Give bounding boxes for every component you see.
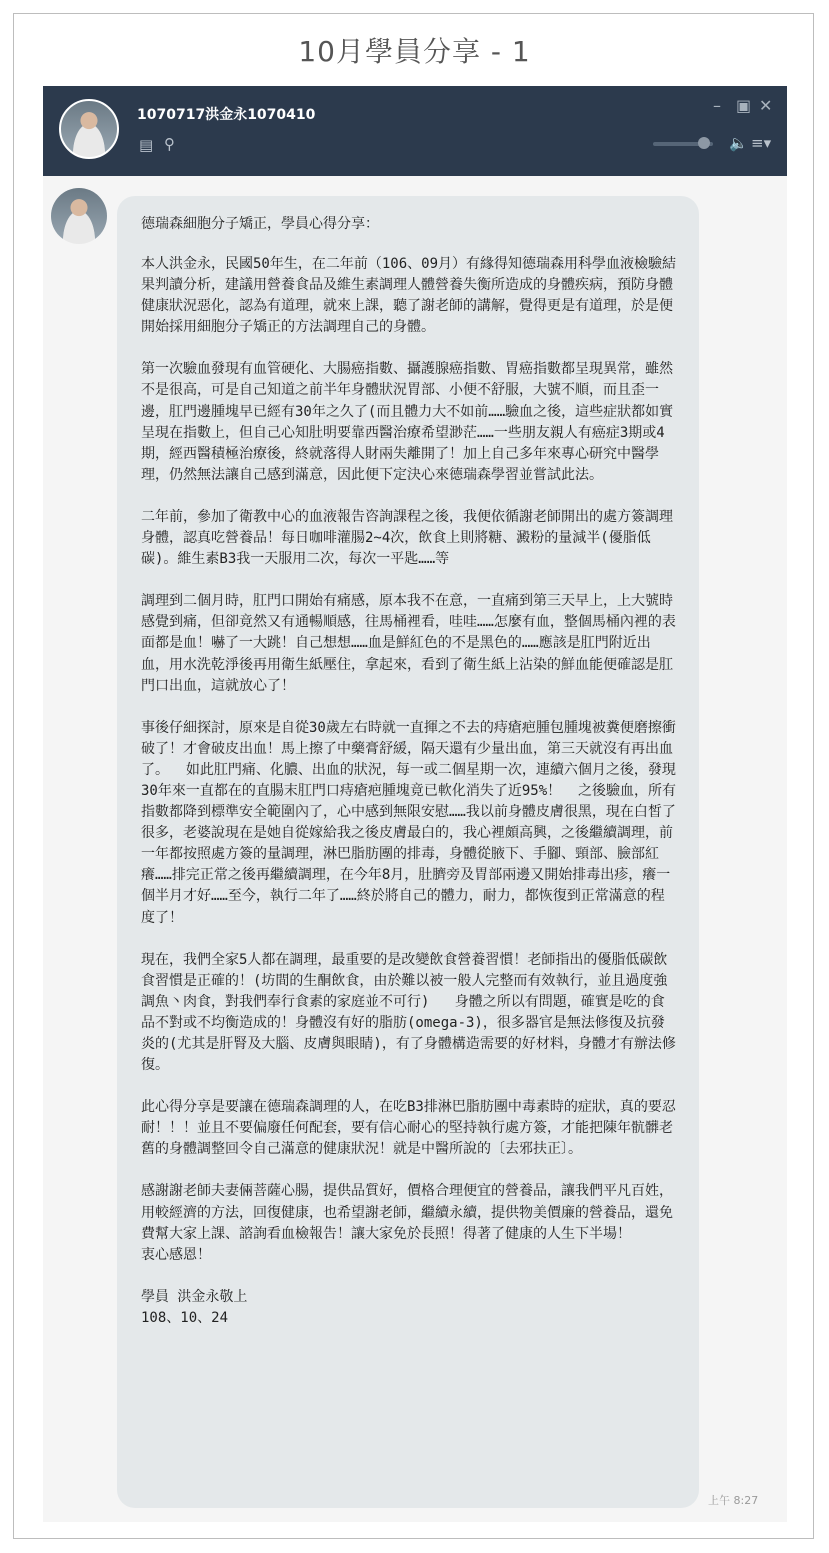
message-bubble[interactable] — [117, 196, 699, 1508]
close-icon[interactable]: ✕ — [759, 96, 773, 115]
message-timestamp: 上午 8:27 — [708, 1494, 759, 1507]
message-area[interactable] — [43, 176, 787, 1522]
message-paragraph: 事後仔細探討，原來是自從30歲左右時就一直揮之不去的痔瘡疤腫包腫塊被糞便磨擦衝破了！才會破皮出血！馬上擦了中藥膏舒緩，隔天還有少量出血，第三天就沒有再出血了。 如此肛門痛、化膿、出血的狀況，每一或二個星期一次，連續六個月之後，發現30年來一直都在的直腸末肛門口痔瘡疤腫塊竟已軟化消失了近95%！ 之後驗血，所有指數都降到標準安全範圍內了，心中感到無限安慰……我以前身體皮膚很黑，現在白皙了很多，老婆說現在是她自從嫁給我之後皮膚最白的，我心裡頗高興，之後繼續調理，前一年都按照處方簽的量調理，淋巴脂肪團的排毒，身體從腋下、手腳、頸部、臉部紅癢……排完正常之後再繼續調理，在今年8月，肚臍旁及胃部兩邊又開始排毒出疹，癢一個半月才好……至今，執行二年了……終於將自己的體力，耐力，都恢復到正常滿意的程度了！ — [141, 719, 676, 926]
maximize-icon[interactable]: ▣ — [736, 96, 752, 115]
search-icon[interactable]: ⚲ — [164, 135, 175, 153]
message-greeting: 德瑞森細胞分子矯正，學員心得分享： — [141, 216, 379, 232]
document-icon[interactable]: ▤ — [139, 136, 154, 154]
chat-window — [43, 86, 787, 1522]
chat-header — [43, 86, 787, 176]
menu-icon[interactable]: ≡▾ — [751, 134, 772, 152]
contact-avatar[interactable] — [59, 99, 119, 159]
message-paragraph: 現在，我們全家5人都在調理，最重要的是改變飲食營養習慣！老師指出的優脂低碳飲食習慣是正確的！(坊間的生酮飲食，由於難以被一般人完整而有效執行，並且過度強調魚丶肉食，對我們奉行食素的家庭並不可行) 身體之所以有問題，確實是吃的食品不對或不均衡造成的！身體沒有好的脂肪(omega-3)，很多器官是無法修復及抗發炎的(尤其是肝腎及大腦、皮膚與眼睛)，有了身體構造需要的好材料，身體才有辦法修復。 — [141, 951, 676, 1074]
message-paragraph: 第一次驗血發現有血管硬化、大腸癌指數、攝護腺癌指數、胃癌指數都呈現異常，雖然不是很高，可是自己知道之前半年身體狀況胃部、小便不舒服，大號不順，而且歪一邊，肛門邊腫塊早已經有30年之久了(而且體力大不如前……驗血之後，這些症狀都如實呈現在指數上，但自己心知肚明要靠西醫治療希望渺茫……一些朋友親人有癌症3期或4期，經西醫積極治療後，終就落得人財兩失離開了！加上自己多年來專心研究中醫學理，仍然無法讓自己感到滿意，因此便下定決心來德瑞森學習並嘗試此法。 — [141, 361, 674, 483]
message-paragraph: 感謝謝老師夫妻倆菩薩心腸，提供品質好，價格合理便宜的營養品，讓我們平凡百姓，用較經濟的方法，回復健康，也希望謝老師，繼續永續，提供物美價廉的營養品，還免費幫大家上課、諮詢看血檢報告！讓大家免於長照！得著了健康的人生下半場！ 衷心感恩！ — [141, 1183, 673, 1263]
sender-avatar[interactable] — [51, 188, 107, 244]
message-paragraph: 二年前，參加了衛教中心的血液報告咨詢課程之後，我便依循謝老師開出的處方簽調理身體，認真吃營養品！每日咖啡灌腸2~4次，飲食上則將糖、澱粉的量減半(優脂低碳)。維生素B3我一天服用二次，每次一平匙……等 — [141, 508, 673, 568]
speaker-icon[interactable]: 🔈 — [729, 134, 748, 152]
page-title: 10月學員分享 - 1 — [298, 35, 531, 68]
volume-slider-handle[interactable] — [698, 137, 710, 149]
message-paragraph: 此心得分享是要讓在德瑞森調理的人，在吃B3排淋巴脂肪團中毒素時的症狀，真的要忍耐！！！並且不要偏廢任何配套，要有信心耐心的堅持執行處方簽，才能把陳年骯髒老舊的身體調整回令自己滿意的健康狀況！就是中醫所說的〔去邪扶正〕。 — [141, 1099, 676, 1158]
message-paragraph: 本人洪金永，民國50年生，在二年前（106、09月）有緣得知德瑞森用科學血液檢驗結果判讀分析，建議用營養食品及維生素調理人體營養失衡所造成的身體疾病，預防身體健康狀況惡化，認為有道理，就來上課，聽了謝老師的講解，覺得更是有道理，於是便開始採用細胞分子矯正的方法調理自己的身體。 — [141, 256, 676, 336]
message-paragraph: 調理到二個月時，肛門口開始有痛感，原本我不在意，一直痛到第三天早上，上大號時感覺到痛，但卻竟然又有通暢順感，往馬桶裡看，哇哇……怎麼有血，整個馬桶內裡的表面都是血！嚇了一大跳！自己想想……血是鮮紅色的不是黑色的……應該是肛門附近出血，用水洗乾淨後再用衛生紙壓住，拿起來，看到了衛生紙上沾染的鮮血能便確認是肛門口出血，這就放心了！ — [141, 593, 676, 694]
signature-date: 108、10、24 — [141, 1309, 229, 1326]
minimize-icon[interactable]: – — [713, 96, 721, 115]
signature-name: 學員 洪金永敬上 — [141, 1288, 248, 1305]
contact-name: 1070717洪金永1070410 — [137, 107, 316, 123]
